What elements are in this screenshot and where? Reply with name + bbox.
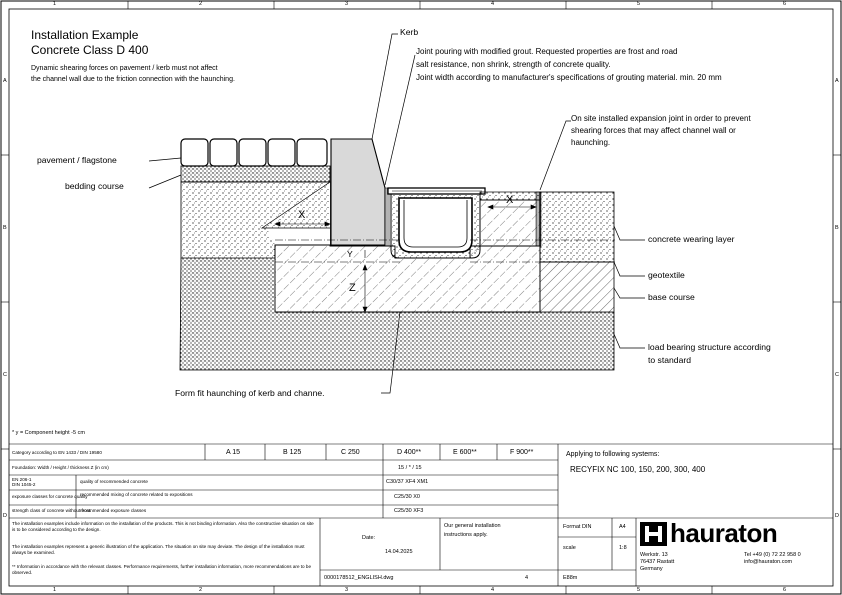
exposure-value: C25/30 X0 [394, 494, 420, 500]
grid-row-label: C [3, 372, 7, 378]
note-joint-3: Joint width according to manufacturer's specifications of grouting material. min. 20 mm [416, 73, 722, 82]
date-label: Date: [362, 535, 376, 541]
label-geotextile: geotextile [648, 270, 685, 280]
general-note-1: Our general installation [444, 523, 501, 529]
grid-col-label: 6 [783, 1, 787, 7]
component-height-note: * y = Component height -5 cm [12, 430, 85, 436]
label-form-fit: Form fit haunching of kerb and channe. [175, 388, 325, 398]
label-load-bearing-2: to standard [648, 355, 691, 365]
format-value: A4 [619, 524, 626, 530]
label-concrete-wearing: concrete wearing layer [648, 234, 735, 244]
grid-col-label: 1 [53, 587, 57, 593]
grid-col-label: 2 [199, 587, 203, 593]
grid-row-label: D [835, 513, 839, 519]
note-joint-2: salt resistance, non shrink, strength of concrete quality. [416, 60, 611, 69]
label-base-course: base course [648, 292, 695, 302]
table-col-f900: F 900** [510, 449, 534, 456]
brand-logo-text: hauraton [670, 518, 778, 548]
hauraton-logo-mark [640, 522, 667, 546]
grid-col-label: 6 [783, 587, 787, 593]
scale-value: 1:8 [619, 545, 627, 551]
grid-col-label: 4 [491, 1, 495, 7]
address-line-1: Werkstr. 13 [640, 552, 668, 558]
format-label: Format DIN [563, 524, 592, 530]
dim-x-left: X [298, 209, 306, 221]
foundation-value: 15 / * / 15 [398, 465, 422, 471]
disclaimer-1: The installation examples include information on the installation of the products. This is not binding information. Also the constructive situation on site is to be considered according to the design. [12, 521, 314, 532]
exposure-label: exposure classes for concrete quality [12, 494, 88, 499]
applying-label: Applying to following systems: [566, 451, 660, 458]
category-label: Category according to EN 1433 / DIN 19580 [12, 450, 102, 455]
revision: E88m [563, 575, 578, 581]
grid-col-label: 5 [637, 1, 641, 7]
grid-row-label: B [835, 225, 839, 231]
grid-row-label: C [835, 372, 839, 378]
grid-col-label: 2 [199, 1, 203, 7]
dim-z: Z [349, 282, 356, 294]
contact-email: info@hauraton.com [744, 559, 793, 565]
note-expansion-1: On site installed expansion joint in order to prevent [571, 114, 751, 123]
date-value: 14.04.2025 [385, 549, 413, 555]
foundation-label: Foundation: Width / Height / thickness Z (in cm) [12, 465, 109, 470]
label-kerb: Kerb [400, 27, 419, 37]
note-joint-1: Joint pouring with modified grout. Requested properties are frost and road [416, 47, 678, 56]
grid-col-label: 3 [345, 587, 349, 593]
note-dynamic-2: the channel wall due to the friction connection with the haunching. [31, 76, 235, 83]
grid-col-label: 5 [637, 587, 641, 593]
address-line-2: 76437 Rastatt [640, 559, 675, 565]
grid-col-label: 4 [491, 587, 495, 593]
grid-row-label: D [3, 513, 7, 519]
note-expansion-3: haunching. [571, 138, 611, 147]
general-note-2: instructions apply. [444, 532, 488, 538]
disclaimer-3: ** Information in accordance with the relevant classes. Performance requirements, further installation information, more recommendations are to be observed. [12, 564, 311, 575]
table-col-b125: B 125 [283, 449, 302, 456]
grid-col-label: 1 [53, 1, 57, 7]
din-label: EN 206-1 DIN 1045-2 [12, 477, 36, 487]
table-col-e600: E 600** [453, 449, 477, 456]
label-bedding: bedding course [65, 181, 124, 191]
quality-value: C30/37 XF4 XM1 [386, 479, 429, 485]
applying-systems: RECYFIX NC 100, 150, 200, 300, 400 [570, 465, 706, 474]
dim-y: Y [347, 249, 353, 259]
grid-row-label: B [3, 225, 7, 231]
note-expansion-2: shearing forces that may affect channel wall or [571, 126, 736, 135]
disclaimer-2: The installation examples represent a generic illustration of the application. The situation on site may deviate. The design of the installation must always be examined. [12, 544, 305, 555]
title-line-2: Concrete Class D 400 [31, 43, 149, 57]
sheet-number: 4 [525, 575, 529, 581]
exposure-mix-label: recommended mixing of concrete related to expositions [80, 492, 193, 497]
exposure-mix-label-2: recommended exposure classes [80, 508, 147, 513]
dim-x-right: X [506, 194, 514, 206]
file-name: 0000178512_ENGLISH.dwg [324, 575, 394, 581]
table-col-c250: C 250 [341, 449, 360, 456]
note-dynamic-1: Dynamic shearing forces on pavement / kerb must not affect [31, 65, 218, 72]
address-line-3: Germany [640, 566, 663, 572]
label-load-bearing-1: load bearing structure according [648, 342, 771, 352]
title-line-1: Installation Example [31, 28, 139, 42]
table-col-d400: D 400** [397, 449, 422, 456]
scale-label: scale [563, 545, 576, 551]
grid-col-label: 3 [345, 1, 349, 7]
grid-row-label: A [3, 78, 7, 84]
quality-label: quality of recommended concrete [80, 479, 148, 484]
table-col-a15: A 15 [226, 449, 241, 456]
concrete-quality-label: strength class of concrete without frost [12, 508, 91, 513]
contact-phone: Tel +49 (0) 72 22 958 0 [744, 552, 801, 558]
exposure-value-2: C25/30 XF3 [394, 508, 424, 514]
label-pavement: pavement / flagstone [37, 155, 117, 165]
grid-row-label: A [835, 78, 839, 84]
